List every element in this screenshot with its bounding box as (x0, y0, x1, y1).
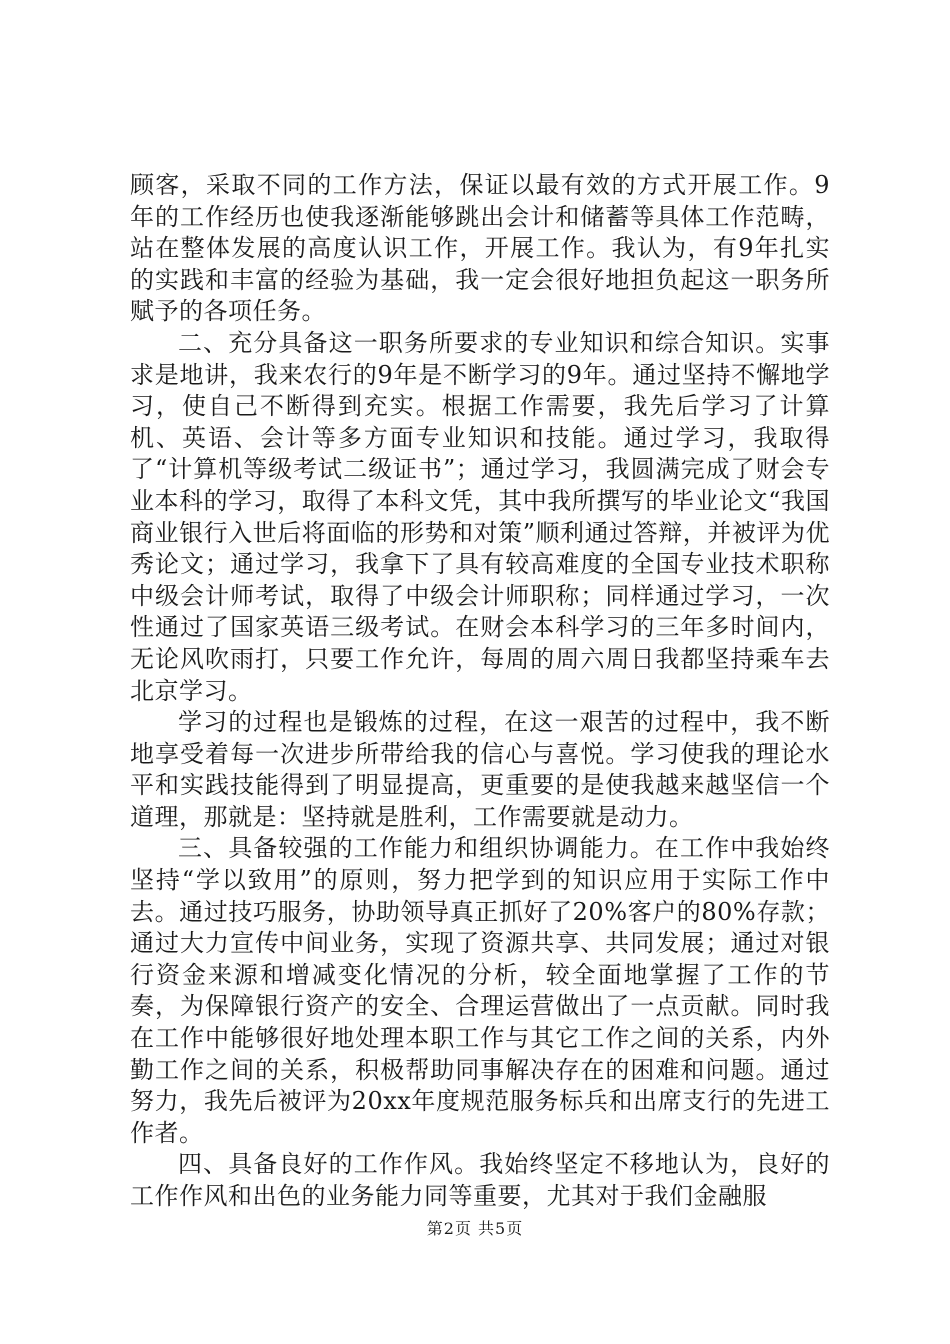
paragraph-5: 四、具备良好的工作作风。我始终坚定不移地认为，良好的工作作风和出色的业务能力同等重要，尤其对于我们金融服 (130, 1150, 830, 1210)
paragraph-2: 二、充分具备这一职务所要求的专业知识和综合知识。实事求是地讲，我来农行的9年是不断学习的9年。通过坚持不懈地学习，使自己不断得到充实。根据工作需要，我先后学习了计算机、英语、会计等多方面专业知识和技能。通过学习，我取得了“计算机等级考试二级证书”；通过学习，我圆满完成了财会专业本科的学习，取得了本科文凭，其中我所撰写的毕业论文“我国商业银行入世后将面临的形势和对策”顺利通过答辩，并被评为优秀论文；通过学习，我拿下了具有较高难度的全国专业技术职称中级会计师考试，取得了中级会计师职称；同样通过学习，一次性通过了国家英语三级考试。在财会本科学习的三年多时间内，无论风吹雨打，只要工作允许，每周的周六周日我都坚持乘车去北京学习。 (130, 328, 830, 705)
body-text (130, 170, 830, 1213)
paragraph-3: 学习的过程也是锻炼的过程，在这一艰苦的过程中，我不断地享受着每一次进步所带给我的信心与喜悦。学习使我的理论水平和实践技能得到了明显提高，更重要的是使我越来越坚信一个道理，那就是：坚持就是胜利，工作需要就是动力。 (130, 708, 830, 831)
paragraph-4: 三、具备较强的工作能力和组织协调能力。在工作中我始终坚持“学以致用”的原则，努力把学到的知识应用于实际工作中去。通过技巧服务，协助领导真正抓好了20%客户的80%存款；通过大力宣传中间业务，实现了资源共享、共同发展；通过对银行资金来源和增减变化情况的分析，较全面地掌握了工作的节奏，为保障银行资产的安全、合理运营做出了一点贡献。同时我在工作中能够很好地处理本职工作与其它工作之间的关系，内外勤工作之间的关系，积极帮助同事解决存在的困难和问题。通过努力，我先后被评为20xx年度规范服务标兵和出席支行的先进工作者。 (130, 834, 830, 1147)
page-footer: 第2页 共5页 (426, 1219, 524, 1238)
paragraph-1: 顾客，采取不同的工作方法，保证以最有效的方式开展工作。9年的工作经历也使我逐渐能够跳出会计和储蓄等具体工作范畴，站在整体发展的高度认识工作，开展工作。我认为，有9年扎实的实践和丰富的经验为基础，我一定会很好地担负起这一职务所赋予的各项任务。 (130, 171, 830, 326)
